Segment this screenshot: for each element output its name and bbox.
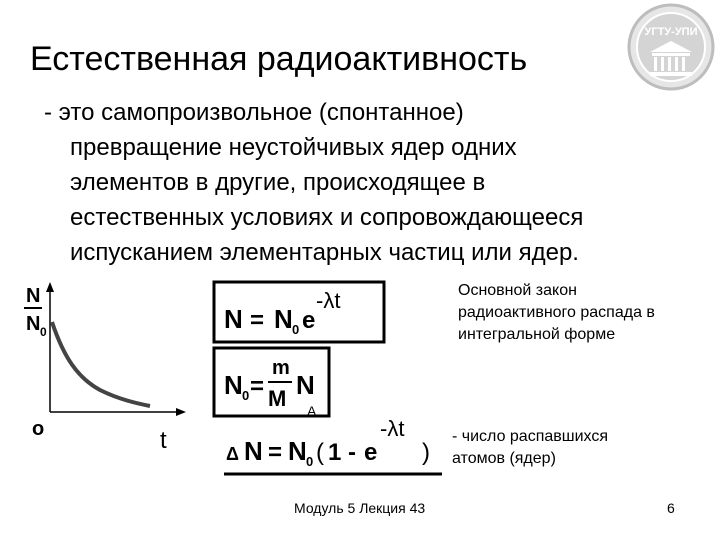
decay-law-note-line-1: Основной закон <box>458 282 577 299</box>
decayed-atoms-note-line-1: - число распавшихся <box>452 428 609 445</box>
formula-decayed-lhs: N <box>244 436 263 466</box>
formula-initial-nuclei-na: N <box>296 370 315 400</box>
formula-initial-nuclei-n0: N <box>224 370 243 400</box>
formula-decayed-paren-close: ) <box>422 439 430 466</box>
formula-initial-nuclei-na-sub: A <box>307 403 317 419</box>
definition-line-4: естественных условиях и сопровождающееся <box>70 204 584 231</box>
definition-line-5: испусканием элементарных частиц или ядер. <box>70 239 579 266</box>
formula-decayed-n0-sub: 0 <box>306 454 314 469</box>
definition-line-1: - это самопроизвольное (спонтанное) <box>44 99 464 126</box>
graph-y-arrow <box>46 282 54 292</box>
formula-decay-law-eq: = <box>250 307 265 334</box>
formula-initial-nuclei-denominator: M <box>268 386 287 411</box>
formula-decayed-nuclei <box>222 414 454 484</box>
decay-graph <box>20 280 200 460</box>
logo-text: УГТУ-УПИ <box>644 26 698 38</box>
formula-initial-nuclei-n0-sub: 0 <box>242 388 250 403</box>
formula-decay-law-lhs: N <box>224 304 243 334</box>
graph-x-arrow <box>176 408 186 416</box>
formula-decay-law-e: e <box>302 307 316 334</box>
graph-y-label-top: N <box>26 285 41 307</box>
decay-law-note <box>458 280 655 346</box>
formula-decay-law-exponent: -λt <box>316 288 341 313</box>
graph-decay-curve <box>52 322 150 406</box>
formula-decayed-paren-open: ( <box>316 439 324 466</box>
decayed-atoms-note-line-2: атомов (ядер) <box>452 450 556 467</box>
slide-title: Естественная радиоактивность <box>30 40 528 78</box>
formula-initial-nuclei-eq: = <box>250 373 265 400</box>
graph-y-label-subscript: 0 <box>40 325 47 339</box>
formula-decayed-minus: - <box>348 439 356 466</box>
definition-line-2: превращение неустойчивых ядер одних <box>70 134 517 161</box>
graph-x-label: t <box>160 427 167 454</box>
definition-line-3: элементов в другие, происходящее в <box>70 169 486 196</box>
formula-initial-nuclei <box>210 344 340 424</box>
formula-decayed-delta: Δ <box>226 444 239 464</box>
decayed-atoms-note <box>452 426 608 470</box>
page-number: 6 <box>667 500 675 516</box>
definition-text <box>44 95 684 270</box>
decay-law-note-line-2: радиоактивного распада в <box>458 304 655 321</box>
graph-origin-label: o <box>32 418 45 440</box>
formula-decayed-one: 1 <box>328 439 342 466</box>
graph-y-label-bottom: N <box>26 313 41 335</box>
formula-decay-law-n0: N <box>274 304 293 334</box>
formula-decay-law-n0-sub: 0 <box>292 322 300 337</box>
formula-decayed-eq: = <box>268 439 283 466</box>
formula-initial-nuclei-numerator: m <box>272 357 290 379</box>
decay-law-note-line-3: интегральной форме <box>458 326 616 343</box>
formula-decayed-n0: N <box>288 436 307 466</box>
formula-decayed-e: e <box>364 439 378 466</box>
footer-module-lecture: Модуль 5 Лекция 43 <box>294 500 426 516</box>
formula-decay-law <box>210 276 390 350</box>
formula-decayed-exponent: -λt <box>380 416 405 441</box>
university-logo <box>626 2 716 92</box>
